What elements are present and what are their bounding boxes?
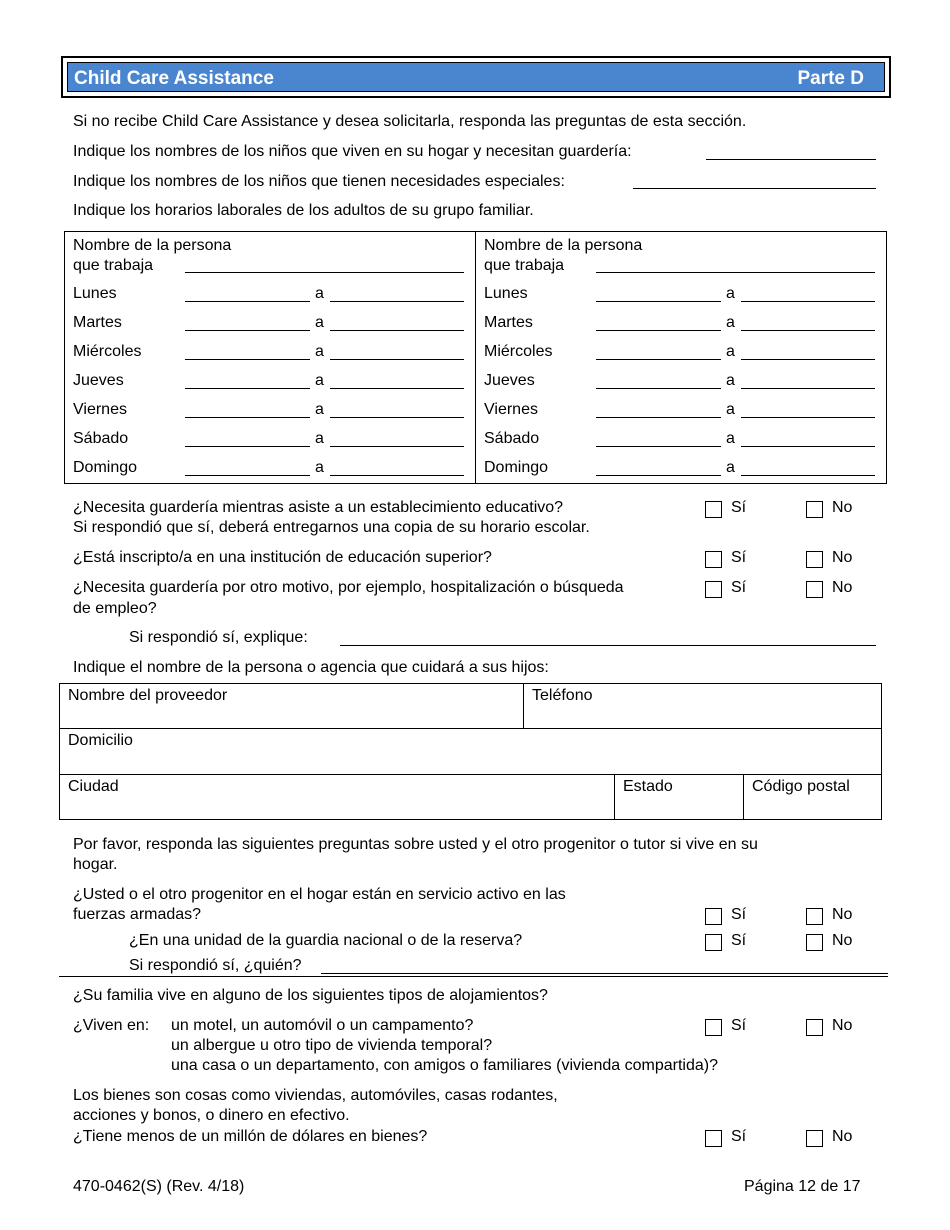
day-to-label-right: a bbox=[726, 314, 735, 331]
day-label-right: Lunes bbox=[484, 285, 528, 302]
day-to-label-left: a bbox=[315, 401, 324, 418]
assets-yes-label: Sí bbox=[731, 1128, 747, 1145]
higher-ed-yes-checkbox[interactable] bbox=[705, 551, 722, 568]
day-end-input-left[interactable] bbox=[330, 446, 464, 447]
day-end-input-left[interactable] bbox=[330, 388, 464, 389]
provider-city-label: Ciudad bbox=[68, 778, 119, 795]
parents-intro-cont: hogar. bbox=[73, 856, 118, 873]
form-number: 470-0462(S) (Rev. 4/18) bbox=[73, 1178, 245, 1195]
section-divider bbox=[59, 976, 888, 977]
housing-option-2: un albergue u otro tipo de vivienda temporal? bbox=[171, 1037, 493, 1054]
provider-state-field[interactable] bbox=[614, 774, 744, 820]
other-reason-question-cont: de empleo? bbox=[73, 600, 157, 617]
provider-address-label: Domicilio bbox=[68, 732, 133, 749]
day-start-input-right[interactable] bbox=[596, 359, 721, 360]
children-special-needs-label: Indique los nombres de los niños que tienen necesidades especiales: bbox=[73, 173, 565, 190]
day-end-input-right[interactable] bbox=[741, 446, 875, 447]
day-start-input-right[interactable] bbox=[596, 301, 721, 302]
provider-zip-field[interactable] bbox=[743, 774, 882, 820]
person-label-cont-left: que trabaja bbox=[73, 257, 154, 274]
day-end-input-left[interactable] bbox=[330, 330, 464, 331]
day-start-input-left[interactable] bbox=[185, 330, 310, 331]
day-label-right: Jueves bbox=[484, 372, 535, 389]
day-to-label-left: a bbox=[315, 285, 324, 302]
housing-yes-label: Sí bbox=[731, 1017, 747, 1034]
day-start-input-left[interactable] bbox=[185, 446, 310, 447]
guard-no-checkbox[interactable] bbox=[806, 934, 823, 951]
explain-label: Si respondió sí, explique: bbox=[129, 629, 308, 646]
housing-option-1: un motel, un automóvil o un campamento? bbox=[171, 1017, 474, 1034]
school-question: ¿Necesita guardería mientras asiste a un establecimiento educativo? bbox=[73, 499, 564, 516]
assets-yes-checkbox[interactable] bbox=[705, 1130, 722, 1147]
housing-option-3: una casa o un departamento, con amigos o familiares (vivienda compartida)? bbox=[171, 1057, 718, 1074]
day-to-label-left: a bbox=[315, 343, 324, 360]
children-need-care-label: Indique los nombres de los niños que viven en su hogar y necesitan guardería: bbox=[73, 143, 632, 160]
day-label-left: Viernes bbox=[73, 401, 127, 418]
provider-city-field[interactable] bbox=[59, 774, 615, 820]
person-name-input-right[interactable] bbox=[596, 272, 875, 273]
day-start-input-right[interactable] bbox=[596, 417, 721, 418]
intro-text: Si no recibe Child Care Assistance y desea solicitarla, responda las preguntas de esta sección. bbox=[73, 113, 747, 130]
day-to-label-right: a bbox=[726, 372, 735, 389]
assets-text-2: acciones y bonos, o dinero en efectivo. bbox=[73, 1107, 350, 1124]
provider-phone-field[interactable] bbox=[523, 683, 882, 729]
day-to-label-left: a bbox=[315, 314, 324, 331]
page-number: Página 12 de 17 bbox=[744, 1178, 861, 1195]
provider-state-label: Estado bbox=[623, 778, 673, 795]
day-end-input-right[interactable] bbox=[741, 301, 875, 302]
housing-no-label: No bbox=[832, 1017, 853, 1034]
who-label: Si respondió sí, ¿quién? bbox=[129, 957, 302, 974]
day-label-right: Domingo bbox=[484, 459, 549, 476]
provider-address-field[interactable] bbox=[59, 728, 882, 775]
assets-text-1: Los bienes son cosas como viviendas, automóviles, casas rodantes, bbox=[73, 1087, 558, 1104]
housing-yes-checkbox[interactable] bbox=[705, 1019, 722, 1036]
assets-question: ¿Tiene menos de un millón de dólares en bienes? bbox=[73, 1128, 428, 1145]
day-end-input-right[interactable] bbox=[741, 330, 875, 331]
day-start-input-right[interactable] bbox=[596, 330, 721, 331]
day-end-input-left[interactable] bbox=[330, 359, 464, 360]
provider-name-label: Nombre del proveedor bbox=[68, 687, 228, 704]
day-label-right: Viernes bbox=[484, 401, 538, 418]
military-question-cont: fuerzas armadas? bbox=[73, 906, 202, 923]
children-need-care-input[interactable] bbox=[706, 159, 876, 160]
day-start-input-left[interactable] bbox=[185, 301, 310, 302]
person-label-cont-right: que trabaja bbox=[484, 257, 565, 274]
day-end-input-right[interactable] bbox=[741, 475, 875, 476]
military-no-label: No bbox=[832, 906, 853, 923]
other-reason-question: ¿Necesita guardería por otro motivo, por ejemplo, hospitalización o búsqueda bbox=[73, 579, 624, 596]
day-end-input-right[interactable] bbox=[741, 417, 875, 418]
day-label-left: Jueves bbox=[73, 372, 124, 389]
day-end-input-left[interactable] bbox=[330, 417, 464, 418]
provider-question: Indique el nombre de la persona o agencia que cuidará a sus hijos: bbox=[73, 659, 549, 676]
higher-ed-no-checkbox[interactable] bbox=[806, 551, 823, 568]
assets-no-checkbox[interactable] bbox=[806, 1130, 823, 1147]
school-yes-label: Sí bbox=[731, 499, 747, 516]
section-part: Parte D bbox=[797, 68, 864, 89]
military-no-checkbox[interactable] bbox=[806, 908, 823, 925]
school-note: Si respondió que sí, deberá entregarnos una copia de su horario escolar. bbox=[73, 519, 590, 536]
day-start-input-right[interactable] bbox=[596, 388, 721, 389]
higher-ed-no-label: No bbox=[832, 549, 853, 566]
day-to-label-right: a bbox=[726, 285, 735, 302]
day-end-input-right[interactable] bbox=[741, 388, 875, 389]
guard-question: ¿En una unidad de la guardia nacional o de la reserva? bbox=[129, 932, 523, 949]
day-start-input-left[interactable] bbox=[185, 359, 310, 360]
day-label-left: Miércoles bbox=[73, 343, 142, 360]
other-reason-yes-label: Sí bbox=[731, 579, 747, 596]
day-label-left: Lunes bbox=[73, 285, 117, 302]
day-label-left: Domingo bbox=[73, 459, 138, 476]
section-header-bar bbox=[67, 62, 885, 92]
day-start-input-left[interactable] bbox=[185, 388, 310, 389]
higher-ed-yes-label: Sí bbox=[731, 549, 747, 566]
day-to-label-right: a bbox=[726, 430, 735, 447]
day-to-label-left: a bbox=[315, 459, 324, 476]
person-name-input-left[interactable] bbox=[185, 272, 464, 273]
housing-no-checkbox[interactable] bbox=[806, 1019, 823, 1036]
provider-phone-label: Teléfono bbox=[532, 687, 593, 704]
higher-ed-question: ¿Está inscripto/a en una institución de educación superior? bbox=[73, 549, 492, 566]
day-label-right: Miércoles bbox=[484, 343, 553, 360]
explain-input[interactable] bbox=[340, 645, 876, 646]
person-label-right: Nombre de la persona bbox=[484, 237, 643, 254]
day-start-input-right[interactable] bbox=[596, 446, 721, 447]
day-to-label-left: a bbox=[315, 430, 324, 447]
day-end-input-left[interactable] bbox=[330, 475, 464, 476]
day-to-label-right: a bbox=[726, 401, 735, 418]
who-input[interactable] bbox=[321, 973, 888, 974]
school-no-label: No bbox=[832, 499, 853, 516]
day-to-label-right: a bbox=[726, 459, 735, 476]
other-reason-yes-checkbox[interactable] bbox=[705, 581, 722, 598]
day-start-input-left[interactable] bbox=[185, 475, 310, 476]
school-yes-checkbox[interactable] bbox=[705, 501, 722, 518]
military-yes-label: Sí bbox=[731, 906, 747, 923]
other-reason-no-label: No bbox=[832, 579, 853, 596]
military-question: ¿Usted o el otro progenitor en el hogar están en servicio activo en las bbox=[73, 886, 566, 903]
parents-intro: Por favor, responda las siguientes preguntas sobre usted y el otro progenitor o tutor si vive en su bbox=[73, 836, 758, 853]
guard-yes-checkbox[interactable] bbox=[705, 934, 722, 951]
school-no-checkbox[interactable] bbox=[806, 501, 823, 518]
day-to-label-left: a bbox=[315, 372, 324, 389]
guard-yes-label: Sí bbox=[731, 932, 747, 949]
guard-no-label: No bbox=[832, 932, 853, 949]
day-end-input-right[interactable] bbox=[741, 359, 875, 360]
work-schedules-label: Indique los horarios laborales de los adultos de su grupo familiar. bbox=[73, 202, 534, 219]
day-label-left: Sábado bbox=[73, 430, 129, 447]
assets-no-label: No bbox=[832, 1128, 853, 1145]
day-label-left: Martes bbox=[73, 314, 122, 331]
provider-zip-label: Código postal bbox=[752, 778, 850, 795]
day-start-input-left[interactable] bbox=[185, 417, 310, 418]
person-label-left: Nombre de la persona bbox=[73, 237, 232, 254]
day-label-right: Martes bbox=[484, 314, 533, 331]
housing-question: ¿Su familia vive en alguno de los siguientes tipos de alojamientos? bbox=[73, 987, 548, 1004]
other-reason-no-checkbox[interactable] bbox=[806, 581, 823, 598]
day-label-right: Sábado bbox=[484, 430, 540, 447]
day-start-input-right[interactable] bbox=[596, 475, 721, 476]
children-special-needs-input[interactable] bbox=[633, 188, 876, 189]
day-end-input-left[interactable] bbox=[330, 301, 464, 302]
section-header bbox=[61, 56, 891, 98]
day-to-label-right: a bbox=[726, 343, 735, 360]
military-yes-checkbox[interactable] bbox=[705, 908, 722, 925]
provider-name-field[interactable] bbox=[59, 683, 524, 729]
section-title: Child Care Assistance bbox=[74, 68, 274, 89]
live-in-label: ¿Viven en: bbox=[73, 1017, 150, 1034]
